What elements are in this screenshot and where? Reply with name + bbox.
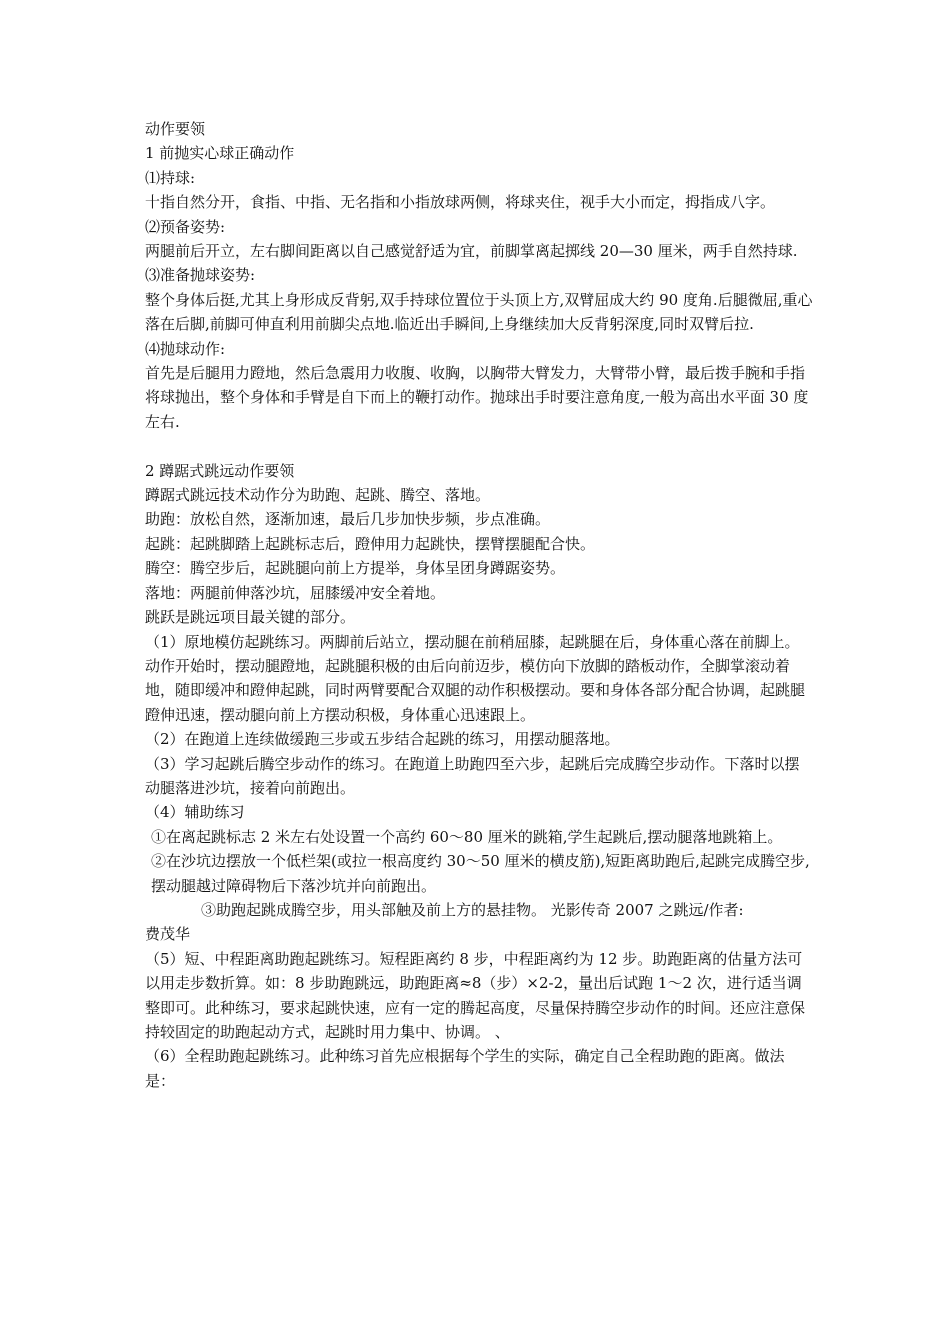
paragraph: 十指自然分开，食指、中指、无名指和小指放球两侧，将球夹住，视手大小而定，拇指成八字。: [145, 193, 776, 212]
paragraph: 整个身体后挺,尤其上身形成反背躬,双手持球位置位于头顶上方,双臂屈成大约 90 度角.后腿微屈,重心落在后脚,前脚可伸直利用前脚尖点地.临近出手瞬间,上身继续加大反背躬深度,同时双臂后拉.: [145, 290, 813, 334]
paragraph: 起跳：起跳脚踏上起跳标志后，蹬伸用力起跳快，摆臂摆腿配合快。: [145, 534, 596, 553]
paragraph: 费茂华: [145, 925, 191, 944]
section-title: 2 蹲踞式跳远动作要领: [145, 461, 295, 480]
paragraph: 腾空：腾空步后，起跳腿向前上方提举，身体呈团身蹲踞姿势。: [145, 559, 566, 578]
subsection-label: ⑵预备姿势:: [145, 217, 226, 236]
subsection-label: ⑷抛球动作:: [145, 339, 226, 358]
paragraph: （6）全程助跑起跳练习。此种练习首先应根据每个学生的实际，确定自己全程助跑的距离。做法是：: [145, 1047, 785, 1090]
paragraph: （5）短、中程距离助跑起跳练习。短程距离约 8 步，中程距离约为 12 步。助跑距离的估量方法可以用走步数折算。如：8 步助跑跳远，助跑距离≈8（步）×2-2，量出后试跑 1～2 次，进行适当调整即可。此种练习，要求起跳快速，应有一定的腾起高度，尽量保持腾空步动作的时间。还应注意保持较固定的助跑起动方式，起跳时用力集中、协调。 、: [145, 949, 806, 1042]
paragraph: ①在离起跳标志 2 米左右处设置一个高约 60～80 厘米的跳箱,学生起跳后,摆动腿落地跳箱上。: [151, 827, 783, 846]
paragraph: ③助跑起跳成腾空步，用头部触及前上方的悬挂物。 光影传奇 2007 之跳远/作者:: [201, 900, 744, 919]
paragraph: 首先是后腿用力蹬地，然后急震用力收腹、收胸，以胸带大臂发力，大臂带小臂，最后拨手腕和手指将球抛出，整个身体和手臂是自下而上的鞭打动作。抛球出手时要注意角度,一般为高出水平面 30 度左右.: [145, 364, 809, 431]
paragraph: （1）原地模仿起跳练习。两脚前后站立，摆动腿在前稍屈膝，起跳腿在后，身体重心落在前脚上。动作开始时，摆动腿蹬地，起跳腿积极的由后向前迈步，模仿向下放脚的踏板动作，全脚掌滚动着地，随即缓冲和蹬伸起跳，同时两臂要配合双腿的动作积极摆动。要和身体各部分配合协调，起跳腿蹬伸迅速，摆动腿向前上方摆动积极，身体重心迅速跟上。: [145, 632, 806, 724]
paragraph: 蹲踞式跳远技术动作分为助跑、起跳、腾空、落地。: [145, 486, 491, 505]
subsection-label: ⑴持球:: [145, 168, 196, 187]
document-body: [145, 117, 813, 1093]
paragraph: ②在沙坑边摆放一个低栏架(或拉一根高度约 30～50 厘米的横皮筋),短距离助跑后,起跳完成腾空步,摆动腿越过障碍物后下落沙坑并向前跑出。: [151, 852, 810, 895]
paragraph: 跳跃是跳远项目最关键的部分。: [145, 608, 356, 627]
doc-heading: 动作要领: [145, 120, 206, 138]
paragraph: 两腿前后开立，左右脚间距离以自己感觉舒适为宜，前脚掌离起掷线 20—30 厘米，两手自然持球.: [145, 242, 798, 261]
paragraph: （4）辅助练习: [145, 803, 245, 822]
paragraph: （2）在跑道上连续做缓跑三步或五步结合起跳的练习，用摆动腿落地。: [145, 730, 620, 749]
paragraph: 助跑：放松自然，逐渐加速，最后几步加快步频，步点准确。: [145, 510, 551, 529]
blank-line: [145, 434, 813, 458]
paragraph: 落地：两腿前伸落沙坑，屈膝缓冲安全着地。: [145, 583, 446, 602]
paragraph: （3）学习起跳后腾空步动作的练习。在跑道上助跑四至六步，起跳后完成腾空步动作。下落时以摆动腿落进沙坑，接着向前跑出。: [145, 754, 800, 797]
section-title: 1 前抛实心球正确动作: [145, 144, 295, 163]
subsection-label: ⑶准备抛球姿势:: [145, 266, 256, 285]
